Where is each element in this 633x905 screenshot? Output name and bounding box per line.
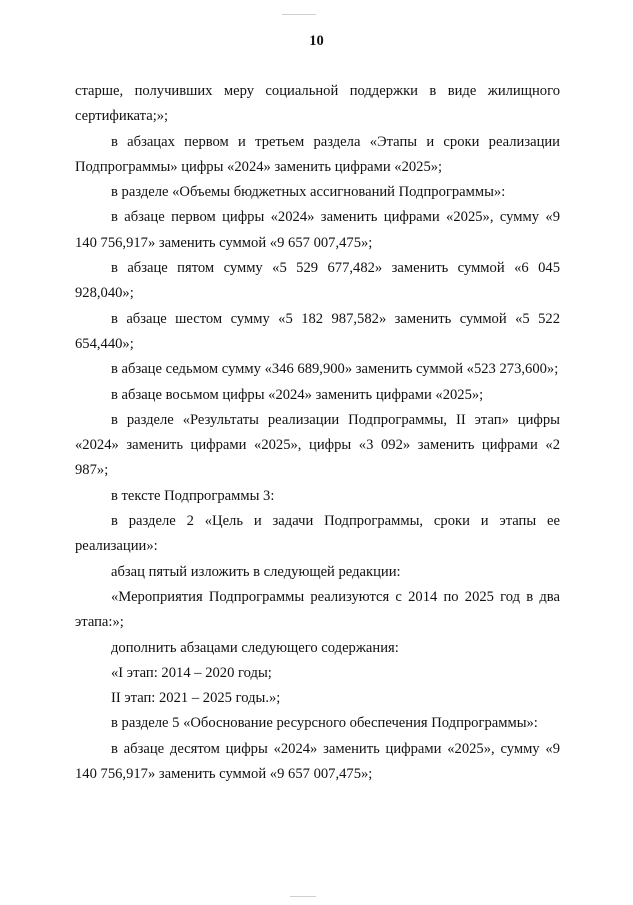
paragraph: «I этап: 2014 – 2020 годы;: [111, 664, 272, 681]
paragraph: старше, получивших меру социальной поддержки в виде жилищного сертификата;»;: [75, 83, 560, 125]
paragraph: в абзаце седьмом сумму «346 689,900» заменить суммой «523 273,600»;: [111, 361, 559, 378]
paragraph: в тексте Подпрограммы 3:: [111, 487, 275, 504]
paragraph: в абзаце десятом цифры «2024» заменить цифрами «2025», сумму «9 140 756,917» заменить суммой «9 657 007,475»;: [75, 740, 560, 783]
paragraph: в абзаце первом цифры «2024» заменить цифрами «2025», сумму «9 140 756,917» заменить суммой «9 657 007,475»;: [75, 209, 560, 251]
scan-artifact: [282, 14, 316, 15]
paragraph: абзац пятый изложить в следующей редакции:: [111, 563, 401, 580]
paragraph: в разделе «Объемы бюджетных ассигнований Подпрограммы»:: [111, 184, 506, 201]
paragraph: «Мероприятия Подпрограммы реализуются с 2014 по 2025 год в два этапа:»;: [75, 588, 560, 631]
paragraph: дополнить абзацами следующего содержания:: [111, 639, 399, 656]
paragraph: в разделе 5 «Обоснование ресурсного обеспечения Подпрограммы»:: [111, 715, 538, 732]
scan-artifact: [290, 896, 316, 897]
paragraph: II этап: 2021 – 2025 годы.»;: [111, 690, 281, 707]
page-number: 10: [309, 33, 324, 49]
paragraph: в абзацах первом и третьем раздела «Этапы и сроки реализации Подпрограммы» цифры «2024» заменить цифрами «2025»;: [75, 133, 560, 175]
paragraph: в разделе «Результаты реализации Подпрограммы, II этап» цифры «2024» заменить цифрами «2025», цифры «3 092» заменить цифрами «2 987»;: [75, 411, 560, 479]
document-body: [75, 79, 560, 787]
paragraph: в абзаце пятом сумму «5 529 677,482» заменить суммой «6 045 928,040»;: [75, 260, 560, 302]
paragraph: в разделе 2 «Цель и задачи Подпрограммы, сроки и этапы ее реализации»:: [75, 513, 560, 555]
paragraph: в абзаце шестом сумму «5 182 987,582» заменить суммой «5 522 654,440»;: [75, 310, 560, 352]
paragraph: в абзаце восьмом цифры «2024» заменить цифрами «2025»;: [111, 386, 484, 403]
